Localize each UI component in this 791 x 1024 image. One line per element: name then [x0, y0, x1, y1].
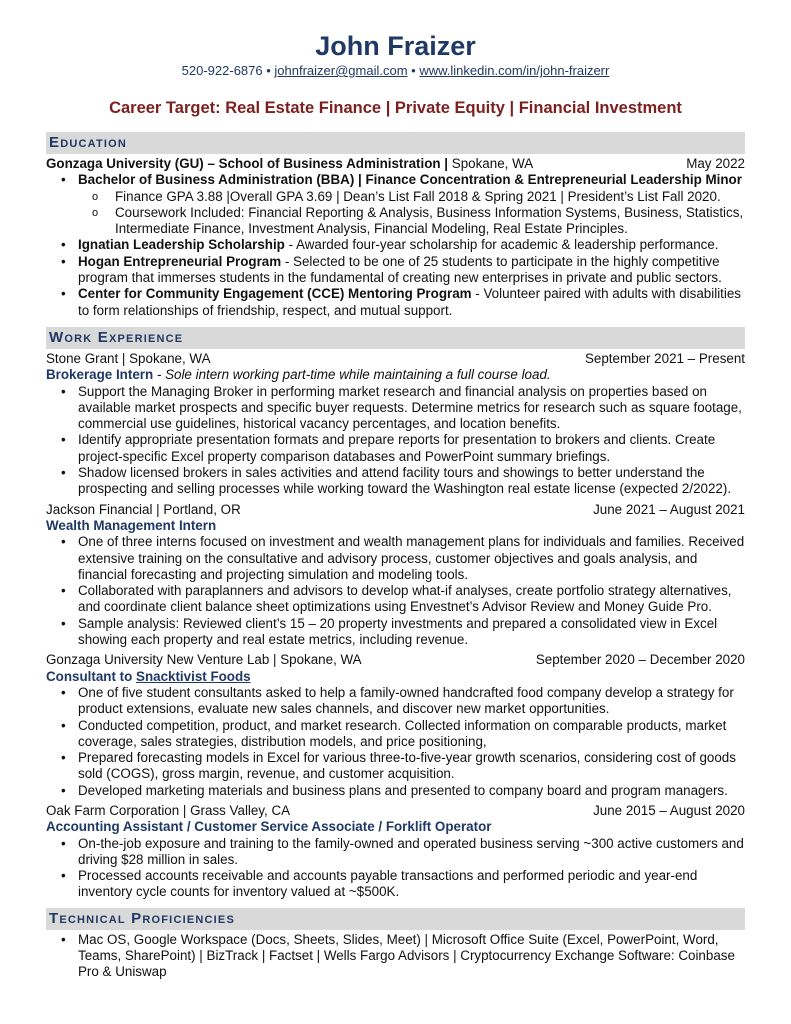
job-date: September 2021 – Present	[584, 350, 745, 366]
job-bullets	[46, 685, 745, 799]
list-item: • Conducted competition, product, and market research. Collected information on comparable products, market coverage, sales strategies, distribution models, and price positioning,	[46, 718, 745, 751]
section-heading-education: Education	[46, 132, 745, 154]
job-role: Brokerage Intern	[46, 367, 154, 383]
job-role-line	[46, 819, 745, 835]
list-item: • Sample analysis: Reviewed client’s 15 – 20 property investments and prepared a consolidated view in Excel showing each property and real estate metrics, including revenue.	[46, 616, 745, 649]
list-item: • Support the Managing Broker in performing market research and financial analysis on properties based on available market prospects and specific buyer requests. Determine metrics for research such as square footage, commercial use guidelines, historical vacancy percentages, and location benefits.	[46, 384, 745, 433]
item-text: - Awarded four-year scholarship for academic & leadership performance.	[284, 237, 719, 253]
job-role: Wealth Management Intern	[46, 517, 217, 533]
job-bullets	[46, 836, 745, 901]
career-target: Career Target: Real Estate Finance | Private Equity | Financial Investment	[109, 99, 682, 117]
school-name: Gonzaga University (GU) – School of Business Administration |	[46, 156, 449, 171]
contact-separator: •	[262, 63, 275, 78]
list-item	[46, 254, 745, 287]
item-title: Ignatian Leadership Scholarship	[78, 237, 285, 253]
job-bullets	[46, 384, 745, 498]
list-item	[46, 237, 745, 253]
degree-title: Bachelor of Business Administration (BBA) | Finance Concentration & Entrepreneurial Leadership Minor	[78, 172, 742, 188]
job-role-line	[46, 669, 745, 685]
school-line	[46, 156, 533, 172]
job-role-description: - Sole intern working part-time while maintaining a full course load.	[153, 367, 551, 383]
section-heading-technical-proficiencies: Technical Proficiencies	[46, 908, 745, 930]
job-header-row	[46, 803, 745, 819]
job-date: June 2015 – August 2020	[593, 802, 745, 818]
list-item: • Collaborated with paraplanners and advisors to develop what-if analyses, create portfolio strategy alternatives, and coordinate client balance sheet optimizations using Envestnet’s Advisor Review and Money Guide Pro.	[46, 583, 745, 616]
item-title: Hogan Entrepreneurial Program	[78, 253, 282, 269]
linkedin-link[interactable]: www.linkedin.com/in/john-fraizerr	[419, 63, 610, 78]
item-text: - Volunteer paired with adults with disabilities to form relationships of friendship, respect, and mutual support.	[78, 286, 742, 318]
list-item: • Prepared forecasting models in Excel for various three-to-five-year growth scenarios, considering cost of goods sold (COGS), gross margin, revenue, and customer acquisition.	[46, 750, 745, 783]
job-entry	[46, 502, 745, 649]
employer: Jackson Financial | Portland, OR	[46, 501, 241, 517]
graduation-date: May 2022	[686, 156, 745, 171]
education-school-row	[46, 156, 745, 172]
job-role-line	[46, 367, 745, 383]
phone-number: 520-922-6876	[181, 63, 263, 78]
list-item: • Developed marketing materials and business plans and presented to company board and program managers.	[46, 783, 745, 799]
technical-list	[46, 932, 745, 981]
job-role: Accounting Assistant / Customer Service Associate / Forklift Operator	[46, 819, 492, 835]
list-item: o Finance GPA 3.88 |Overall GPA 3.69 | Dean’s List Fall 2018 & Spring 2021 | President’s List Fall 2020.	[46, 189, 745, 205]
employer: Oak Farm Corporation | Grass Valley, CA	[46, 802, 291, 818]
job-header-row	[46, 652, 745, 668]
list-item: • One of five student consultants asked to help a family-owned handcrafted food company develop a strategy for product extensions, evaluate new sales channels, and discover new market opportunities.	[46, 685, 745, 718]
list-item: • Processed accounts receivable and accounts payable transactions and performed periodic and year-end inventory cycle counts for inventory valued at ~$500K.	[46, 868, 745, 901]
email-link[interactable]: johnfraizer@gmail.com	[274, 63, 408, 78]
school-location: Spokane, WA	[448, 156, 534, 171]
education-list	[46, 172, 745, 319]
job-entry	[46, 351, 745, 498]
employer: Gonzaga University New Venture Lab | Spokane, WA	[46, 652, 362, 668]
job-date: September 2020 – December 2020	[535, 652, 745, 668]
job-role-line	[46, 518, 745, 534]
section-heading-work-experience: Work Experience	[46, 327, 745, 349]
degree-details-list	[46, 189, 745, 238]
list-item	[46, 172, 745, 237]
list-item: • On-the-job exposure and training to the family-owned and operated business serving ~300 active customers and driving $28 million in sales.	[46, 836, 745, 869]
job-header-row	[46, 502, 745, 518]
job-entry	[46, 803, 745, 901]
contact-separator: •	[407, 63, 420, 78]
list-item: • Identify appropriate presentation formats and prepare reports for presentation to brokers and clients. Create project-specific Excel property comparison databases and PowerPoint summary briefings.	[46, 432, 745, 465]
job-header-row	[46, 351, 745, 367]
job-date: June 2021 – August 2021	[593, 501, 745, 517]
item-title: Center for Community Engagement (CCE) Mentoring Program	[78, 286, 472, 302]
list-item: • Mac OS, Google Workspace (Docs, Sheets, Slides, Meet) | Microsoft Office Suite (Excel, PowerPoint, Word, Teams, SharePoint) | BizTrack | Factset | Wells Fargo Advisors | Cryptocurrency Exchange Software: Coinbase Pro & Uniswap	[46, 932, 745, 981]
item-text: - Selected to be one of 25 students to participate in the highly competitive program that immerses students in the fundamental of creating new enterprises in private and public sectors.	[78, 253, 722, 286]
client-name-link[interactable]: Snacktivist Foods	[136, 668, 251, 684]
job-entry	[46, 652, 745, 799]
job-bullets	[46, 534, 745, 648]
list-item: • One of three interns focused on investment and wealth management plans for individuals and families. Received extensive training on the consultative and advisory process, customer objectives and goals analysis, and financial forecasting and projecting simulation and modeling tools.	[46, 534, 745, 583]
list-item: • Shadow licensed brokers in sales activities and attend facility tours and showings to better understand the prospecting and selling processes while working toward the Washington real estate license (expected 2/2022).	[46, 465, 745, 498]
employer: Stone Grant | Spokane, WA	[46, 350, 211, 366]
contact-line	[46, 63, 745, 79]
job-role: Consultant to	[46, 668, 137, 684]
list-item	[46, 286, 745, 319]
list-item: o Coursework Included: Financial Reporting & Analysis, Business Information Systems, Business, Statistics, Intermediate Finance, Investment Analysis, Financial Modeling, Real Estate Principles.	[46, 205, 745, 238]
candidate-name: John Fraizer	[315, 31, 476, 61]
